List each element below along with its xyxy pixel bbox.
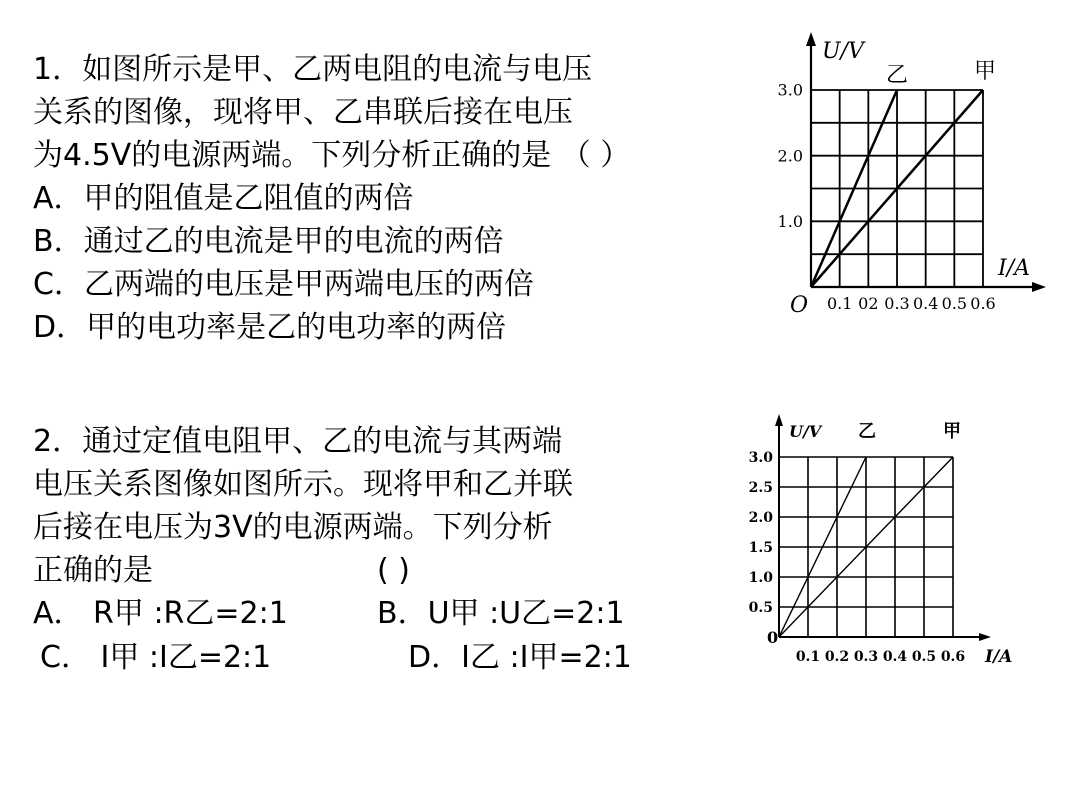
graph1-x-tick-label: 02	[858, 294, 879, 313]
graph-1-y-axis-label: U/V	[822, 39, 864, 64]
graph2-x-tick-label: 0.5	[911, 649, 937, 665]
graph-1-y-ticks	[778, 81, 803, 231]
graph-2-series-label-jia: 甲	[943, 421, 961, 442]
graph1-series-line-jia	[811, 90, 983, 287]
question-1-option-b: B．通过乙的电流是甲的电流的两倍	[33, 224, 504, 259]
graph1-y-tick-label: 3.0	[777, 80, 803, 100]
graph-1-labels	[790, 39, 1030, 318]
graph-2-x-ticks	[796, 649, 965, 665]
graph2-y-tick-label: 1.5	[748, 539, 773, 556]
question-2-stem-line: 后接在电压为3V的电源两端。下列分析	[33, 510, 553, 545]
graph2-x-tick-label: 0.3	[853, 649, 879, 665]
graph2-series-line-yi	[779, 457, 866, 637]
question-2-option-c: C． I甲 :I乙=2:1	[40, 640, 272, 675]
graph-2-series-label-yi: 乙	[858, 421, 876, 442]
graph-1-series	[811, 90, 983, 287]
graph1-series-line-yi	[811, 90, 897, 287]
question-1-option-d: D．甲的电功率是乙的电功率的两倍	[33, 310, 507, 345]
graph-2-x-axis-label: I/A	[985, 647, 1013, 667]
graph-1-y-axis-arrow-icon	[806, 32, 816, 46]
graph2-y-tick-label: 0.5	[748, 599, 773, 616]
graph-1-series-label-jia: 甲	[974, 59, 997, 84]
graph2-series-line-jia	[779, 457, 953, 637]
question-2	[33, 420, 573, 592]
graph-2-y-axis-label: U/V	[789, 422, 822, 441]
graph1-x-tick-label: 0.4	[912, 294, 939, 313]
graph2-x-tick-label: 0.1	[795, 649, 821, 665]
graph1-x-tick-label: 0.6	[970, 294, 996, 313]
graph-2-y-ticks	[749, 450, 774, 616]
graph-1-series-label-yi: 乙	[886, 63, 909, 88]
graph2-x-tick-label: 0.2	[824, 649, 850, 665]
graph-1-origin-label: O	[790, 293, 809, 318]
graph2-y-tick-label: 2.0	[748, 509, 773, 526]
graph-2-x-axis-arrow-icon	[979, 633, 991, 641]
question-1	[33, 48, 630, 349]
graph-2-grid	[779, 457, 953, 637]
graph1-y-tick-label: 1.0	[777, 211, 803, 231]
question-2-option-a: A． R甲 :R乙=2:1	[33, 596, 288, 631]
graph2-y-tick-label: 3.0	[748, 449, 773, 466]
graph-2-labels	[767, 421, 1012, 667]
graph2-y-tick-label: 1.0	[748, 569, 773, 586]
graph-1-x-axis-arrow-icon	[1032, 282, 1046, 292]
question-1-option-a: A．甲的阻值是乙阻值的两倍	[33, 181, 414, 216]
graph-2-axes	[775, 414, 991, 641]
question-1-stem-line: 为4.5V的电源两端。下列分析正确的是 （ ）	[33, 138, 631, 173]
question-2-stem-line: 2．通过定值电阻甲、乙的电流与其两端	[33, 424, 563, 459]
graph-2-origin-label: 0	[767, 628, 779, 647]
graph1-y-tick-label: 2.0	[777, 146, 803, 166]
graph1-x-tick-label: 0.5	[941, 294, 968, 313]
question-2-option-b: B．U甲 :U乙=2:1	[377, 596, 625, 631]
question-1-stem-line: 关系的图像，现将甲、乙串联后接在电压	[33, 95, 573, 130]
graph2-x-tick-label: 0.6	[940, 649, 966, 665]
graph2-y-tick-label: 2.5	[748, 479, 773, 496]
graph-1-axes	[806, 32, 1046, 292]
question-2-stem-line: 正确的是	[33, 553, 153, 588]
graph-1-x-axis-label: I/A	[998, 256, 1030, 281]
graph1-x-tick-label: 0.3	[884, 294, 910, 313]
graph-1-x-ticks	[827, 294, 996, 313]
question-2-answer-blank: ( )	[377, 553, 410, 588]
graph-2-series	[779, 457, 953, 637]
graph1-x-tick-label: 0.1	[826, 294, 853, 313]
question-1-option-c: C．乙两端的电压是甲两端电压的两倍	[33, 267, 534, 302]
question-1-stem-line: 1．如图所示是甲、乙两电阻的电流与电压	[33, 52, 593, 87]
question-2-stem-line: 电压关系图像如图所示。现将甲和乙并联	[33, 467, 573, 502]
graph-2-y-axis-arrow-icon	[775, 414, 783, 426]
graph-1-grid	[811, 90, 983, 287]
graph2-x-tick-label: 0.4	[882, 649, 908, 665]
question-2-option-d: D．I乙 :I甲=2:1	[408, 640, 632, 675]
